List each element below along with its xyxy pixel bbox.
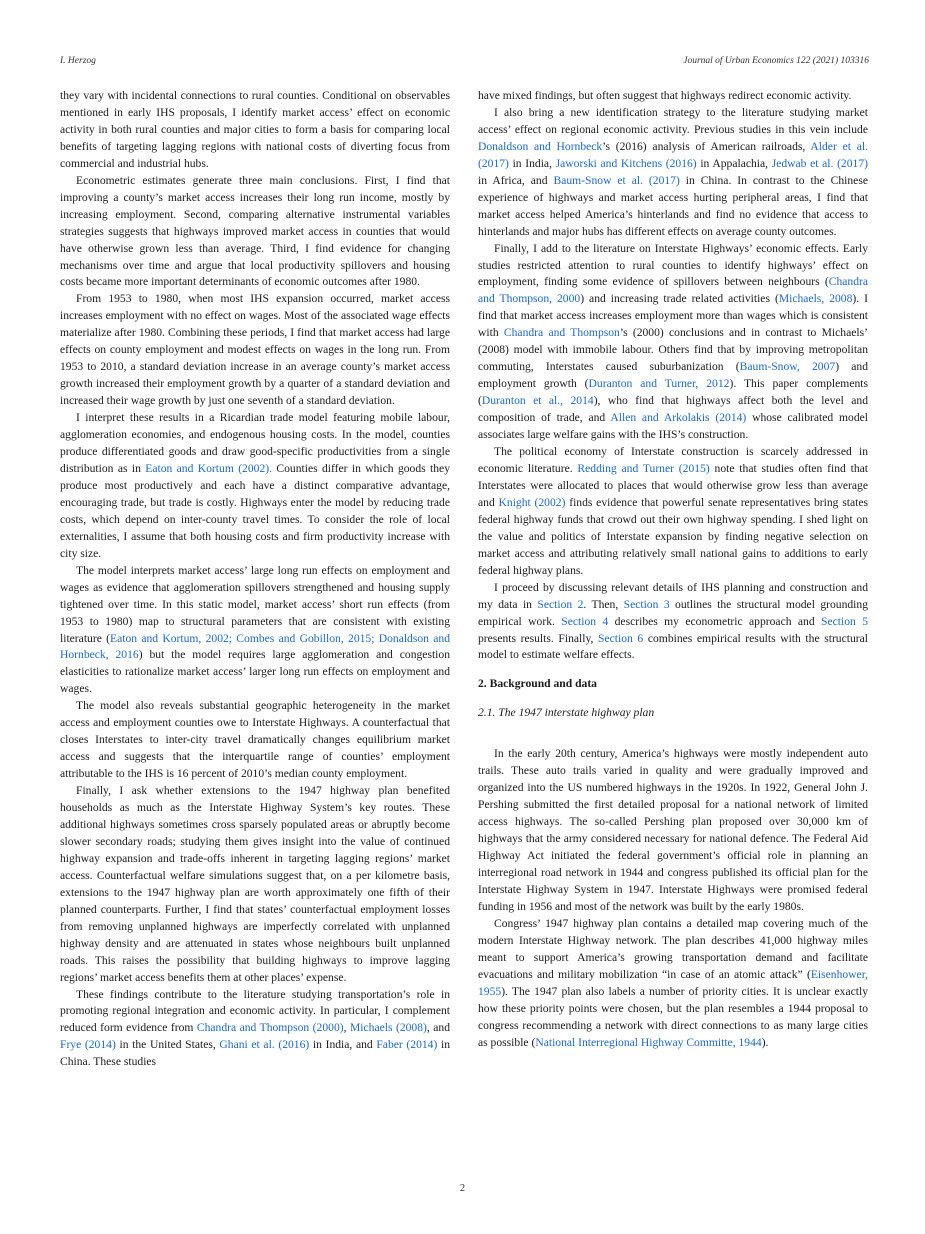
running-header-journal: Journal of Urban Economics 122 (2021) 103316 (683, 56, 869, 66)
text: describes my econometric approach and (608, 614, 822, 628)
section-link[interactable]: Section 5 (821, 614, 868, 628)
paragraph (478, 105, 868, 241)
section-link[interactable]: Section 6 (598, 631, 644, 645)
subsection-heading: 2.1. The 1947 interstate highway plan (478, 706, 655, 720)
section-heading: 2. Background and data (478, 677, 597, 691)
text: whose calibrated model associates large welfare gains with the IHS’s construction. (478, 411, 868, 442)
citation-link[interactable]: Michaels, 2008 (778, 292, 853, 306)
text: in China. These studies (60, 1038, 450, 1069)
citation-link[interactable]: Duranton and Turner, 2012 (588, 377, 730, 391)
citation-link[interactable]: Jaworski and Kitchens (2016) (555, 156, 697, 170)
citation-link[interactable]: Duranton et al., 2014 (481, 394, 594, 408)
text: combines empirical results with the structural model to estimate welfare effects. (478, 631, 868, 662)
text: The political economy of Interstate construction is scarcely addressed in economic literature. (478, 445, 868, 475)
section-link[interactable]: Section 2 (537, 597, 584, 611)
paragraph: The model also reveals substantial geographic heterogeneity in the market access and employment counties owe to Interstate Highways. A counterfactual that closes Interstates to inter-city travel dramatically changes equilibrium market access and suggests that the interquartile range of counties’ employment attributable to the IHS is 16 percent of 2010’s median county employment. (60, 699, 450, 781)
paragraph (478, 241, 868, 444)
text: Congress’ 1947 highway plan contains a detailed map covering much of the modern Interstate Highway network. The plan describes 41,000 highway miles meant to support America’s growing transportation demand and facilitate evacuations and military mobilization “in case of an atomic attack” ( (478, 916, 868, 981)
text: presents results. Finally, (478, 631, 599, 645)
text: in Appalachia, (696, 156, 772, 170)
citation-link[interactable]: Frye (2014) (60, 1038, 116, 1052)
paragraph (60, 410, 450, 563)
text: Finally, I add to the literature on Interstate Highways’ economic effects. Early studies restricted attention to rural counties to identify highways’ effect on employment, finding some evidence of spillovers between neighbours ( (478, 241, 868, 289)
paragraph: Econometric estimates generate three main conclusions. First, I find that improving a county’s market access increases their long run income, mostly by increasing employment. Second, comparing alternative instrumental variables strategies suggests that highways improved market access in counties that would have otherwise grown less than average. Third, I find evidence for changing mechanisms over time and argue that local productivity spillovers and housing costs became more important determinants of economic outcomes after 1980. (60, 173, 450, 289)
right-column (478, 88, 868, 1051)
citation-link[interactable]: Eisenhower, 1955 (478, 967, 868, 998)
text: ) and employment growth ( (478, 360, 869, 391)
paragraph (478, 580, 868, 665)
text: ) but the model requires large agglomeration and congestion elasticities to rationalize market access’ larger long run effects on employment and wages. (60, 648, 450, 696)
text: I proceed by discussing relevant details of IHS planning and construction and my data in (478, 580, 868, 611)
citation-link[interactable]: Eaton and Kortum, 2002; Combes and Gobillon, 2015; Donaldson and Hornbeck, 2016 (60, 631, 450, 662)
section-link[interactable]: Section 3 (623, 597, 670, 611)
text: in Africa, and (478, 173, 554, 187)
citation-link[interactable]: National Interregional Highway Committe, 1944 (535, 1035, 762, 1049)
text: ). This paper complements ( (478, 377, 868, 408)
paragraph (478, 916, 868, 1052)
paragraph: From 1953 to 1980, when most IHS expansion occurred, market access increases employment with no effect on wages. Most of the associated wage effects materialize after 1980. Combining these periods, I find that market access had large effects on county employment and modest effects on wages in the long run. From 1953 to 2010, a standard deviation increase in an average county’s market access growth increased their employment growth by a quarter of a standard deviation and increased their wage growth by just one seventh of a standard deviation. (60, 292, 450, 408)
text: , and (426, 1021, 450, 1035)
citation-link[interactable]: Alder et al. (2017) (478, 139, 868, 170)
text: I interpret these results in a Ricardian trade model featuring mobile labour, agglomeration economies, and endogenous housing costs. In the model, counties produce differentiated goods and draw good-specific productivities from a single distribution as in (60, 411, 450, 475)
text: in India, (508, 156, 556, 170)
paragraph (60, 563, 450, 699)
text: I also bring a new identification strategy to the literature studying market access’ effect on regional economic activity. Previous studies in this vein include (478, 105, 868, 136)
section-link[interactable]: Section 4 (561, 614, 609, 628)
running-header-author: I. Herzog (60, 56, 96, 66)
citation-link[interactable]: Chandra and Thompson (503, 326, 620, 340)
text: Counties differ in which goods they produce most productively and each have a distinct comparative advantage, encouraging trade, but trade is costly. Highways enter the model by reducing trade costs, which depend on inter-county travel times. To consider the role of local externalities, I assume that both housing costs and firm productivity increase with city size. (60, 461, 450, 560)
page-number: 2 (459, 1183, 466, 1194)
text: ) and increasing trade related activities ( (580, 292, 779, 306)
left-column (60, 88, 450, 1071)
citation-link[interactable]: Donaldson and Hornbeck (478, 139, 603, 153)
text: outlines the structural model grounding empirical work. (478, 597, 868, 628)
text: ). The 1947 plan also labels a number of priority cities. It is unclear exactly how these priority points were chosen, but the plan resembles a 1944 proposal to congress recommending a network with direct connections to as many large cities as possible ( (478, 984, 868, 1049)
citation-link[interactable]: Baum-Snow, 2007 (739, 360, 836, 374)
citation-link[interactable]: Baum-Snow et al. (2017) (553, 173, 680, 187)
text: ), who find that highways affect both the level and composition of trade, and (478, 394, 869, 425)
paragraph: have mixed findings, but often suggest that highways redirect economic activity. (478, 89, 852, 102)
text: ). (761, 1035, 769, 1049)
text: , (343, 1021, 350, 1035)
text: note that studies often find that Interstates were allocated to places that would otherwise grow less than average and (478, 461, 868, 509)
text: . Then, (583, 597, 624, 611)
text: These findings contribute to the literature studying transportation’s role in promoting regional integration and economic activity. In particular, I complement reduced form evidence from (60, 987, 450, 1035)
citation-link[interactable]: Knight (2002) (498, 495, 566, 509)
text: The model interprets market access’ large long run effects on employment and wages as evidence that agglomeration spillovers strengthened and housing supply tightened over time. In this static model, market access’ short run effects (from 1953 to 1980) map to structural parameters that are consistent with existing literature ( (60, 563, 450, 645)
text: ). I find that market access increases employment more than wages which is consistent with (478, 292, 868, 340)
text: finds evidence that powerful senate representatives bring states federal highway funds that crowd out their own highway spending. I shed light on the value and politics of Interstate expansion by finding negative selection on market access and attributing relatively small national gains to additions to early federal highway plans. (478, 495, 869, 577)
citation-link[interactable]: Chandra and Thompson (2000) (196, 1021, 344, 1035)
citation-link[interactable]: Redding and Turner (2015) (577, 461, 710, 475)
citation-link[interactable]: Jedwab et al. (2017) (771, 156, 868, 170)
citation-link[interactable]: Faber (2014) (376, 1038, 438, 1052)
citation-link[interactable]: Allen and Arkolakis (2014) (610, 411, 747, 425)
citation-link[interactable]: Chandra and Thompson, 2000 (478, 275, 868, 306)
text: in China. In contrast to the Chinese experience of highways and market access hurting peripheral areas, I find that market access helped America’s hinterlands and find no evidence that access to hinterlands and major hubs has different effects on average county outcomes. (478, 173, 868, 238)
paragraph: In the early 20th century, America’s highways were mostly independent auto trails. These auto trails varied in quality and were gradually improved and organized into the US numbered highways in the 1920s. In 1922, General John J. Pershing submitted the first detailed proposal for a national network of limited access highways. The so-called Pershing plan proposed over 30,000 km of highways that the army considered necessary for national defence. The Federal Aid Highway Act initiated the federal government’s official role in planning an interregional road network in 1944 and congress published its official plan for the Interstate Highway System in 1947. Interstate Highways were promised federal funding in 1956 and most of the network was built by the early 1980s. (478, 747, 868, 913)
text: in India, and (309, 1038, 377, 1052)
citation-link[interactable]: Michaels (2008) (349, 1021, 427, 1035)
paragraph: Finally, I ask whether extensions to the 1947 highway plan benefited households as much as the Interstate Highway System’s key routes. These additional highways sometimes cross sparsely populated areas or abruptly become slower secondary roads; studying them gives insight into the value of continued highway expansion and trade-offs inherent in targeting lagging regions’ market access. Counterfactual welfare simulations suggest that, on a per kilometre basis, extensions to the 1947 highway plan are worth approximately one fifth of their planned counterparts. Further, I find that states’ counterfactual employment losses from removing unplanned highways are imperfectly correlated with unplanned highway density and are attenuated in states whose neighbours built unplanned roads. This raises the possibility that building highways to improve lagging regions’ market access benefits them at other places’ expense. (60, 784, 450, 984)
text: ’s (2016) analysis of American railroads, (602, 139, 811, 153)
text: in the United States, (115, 1038, 220, 1052)
text: ’s (2000) conclusions and in contrast to Michaels’ (2008) model with immobile labour. Others find that by improving metropolitan commuting, Interstates caused suburbanization ( (478, 326, 868, 374)
paragraph: they vary with incidental connections to rural counties. Conditional on observables mentioned in early IHS proposals, I identify market access’ effect on economic activity in both rural counties and major cities to form a basis for comparing local benefits of targeting lagging regions with national costs of diverting focus from commercial and industrial hubs. (60, 89, 450, 170)
paragraph (478, 444, 868, 580)
paragraph (60, 987, 450, 1072)
citation-link[interactable]: Ghani et al. (2016) (219, 1038, 310, 1052)
citation-link[interactable]: Eaton and Kortum (2002). (145, 461, 273, 475)
